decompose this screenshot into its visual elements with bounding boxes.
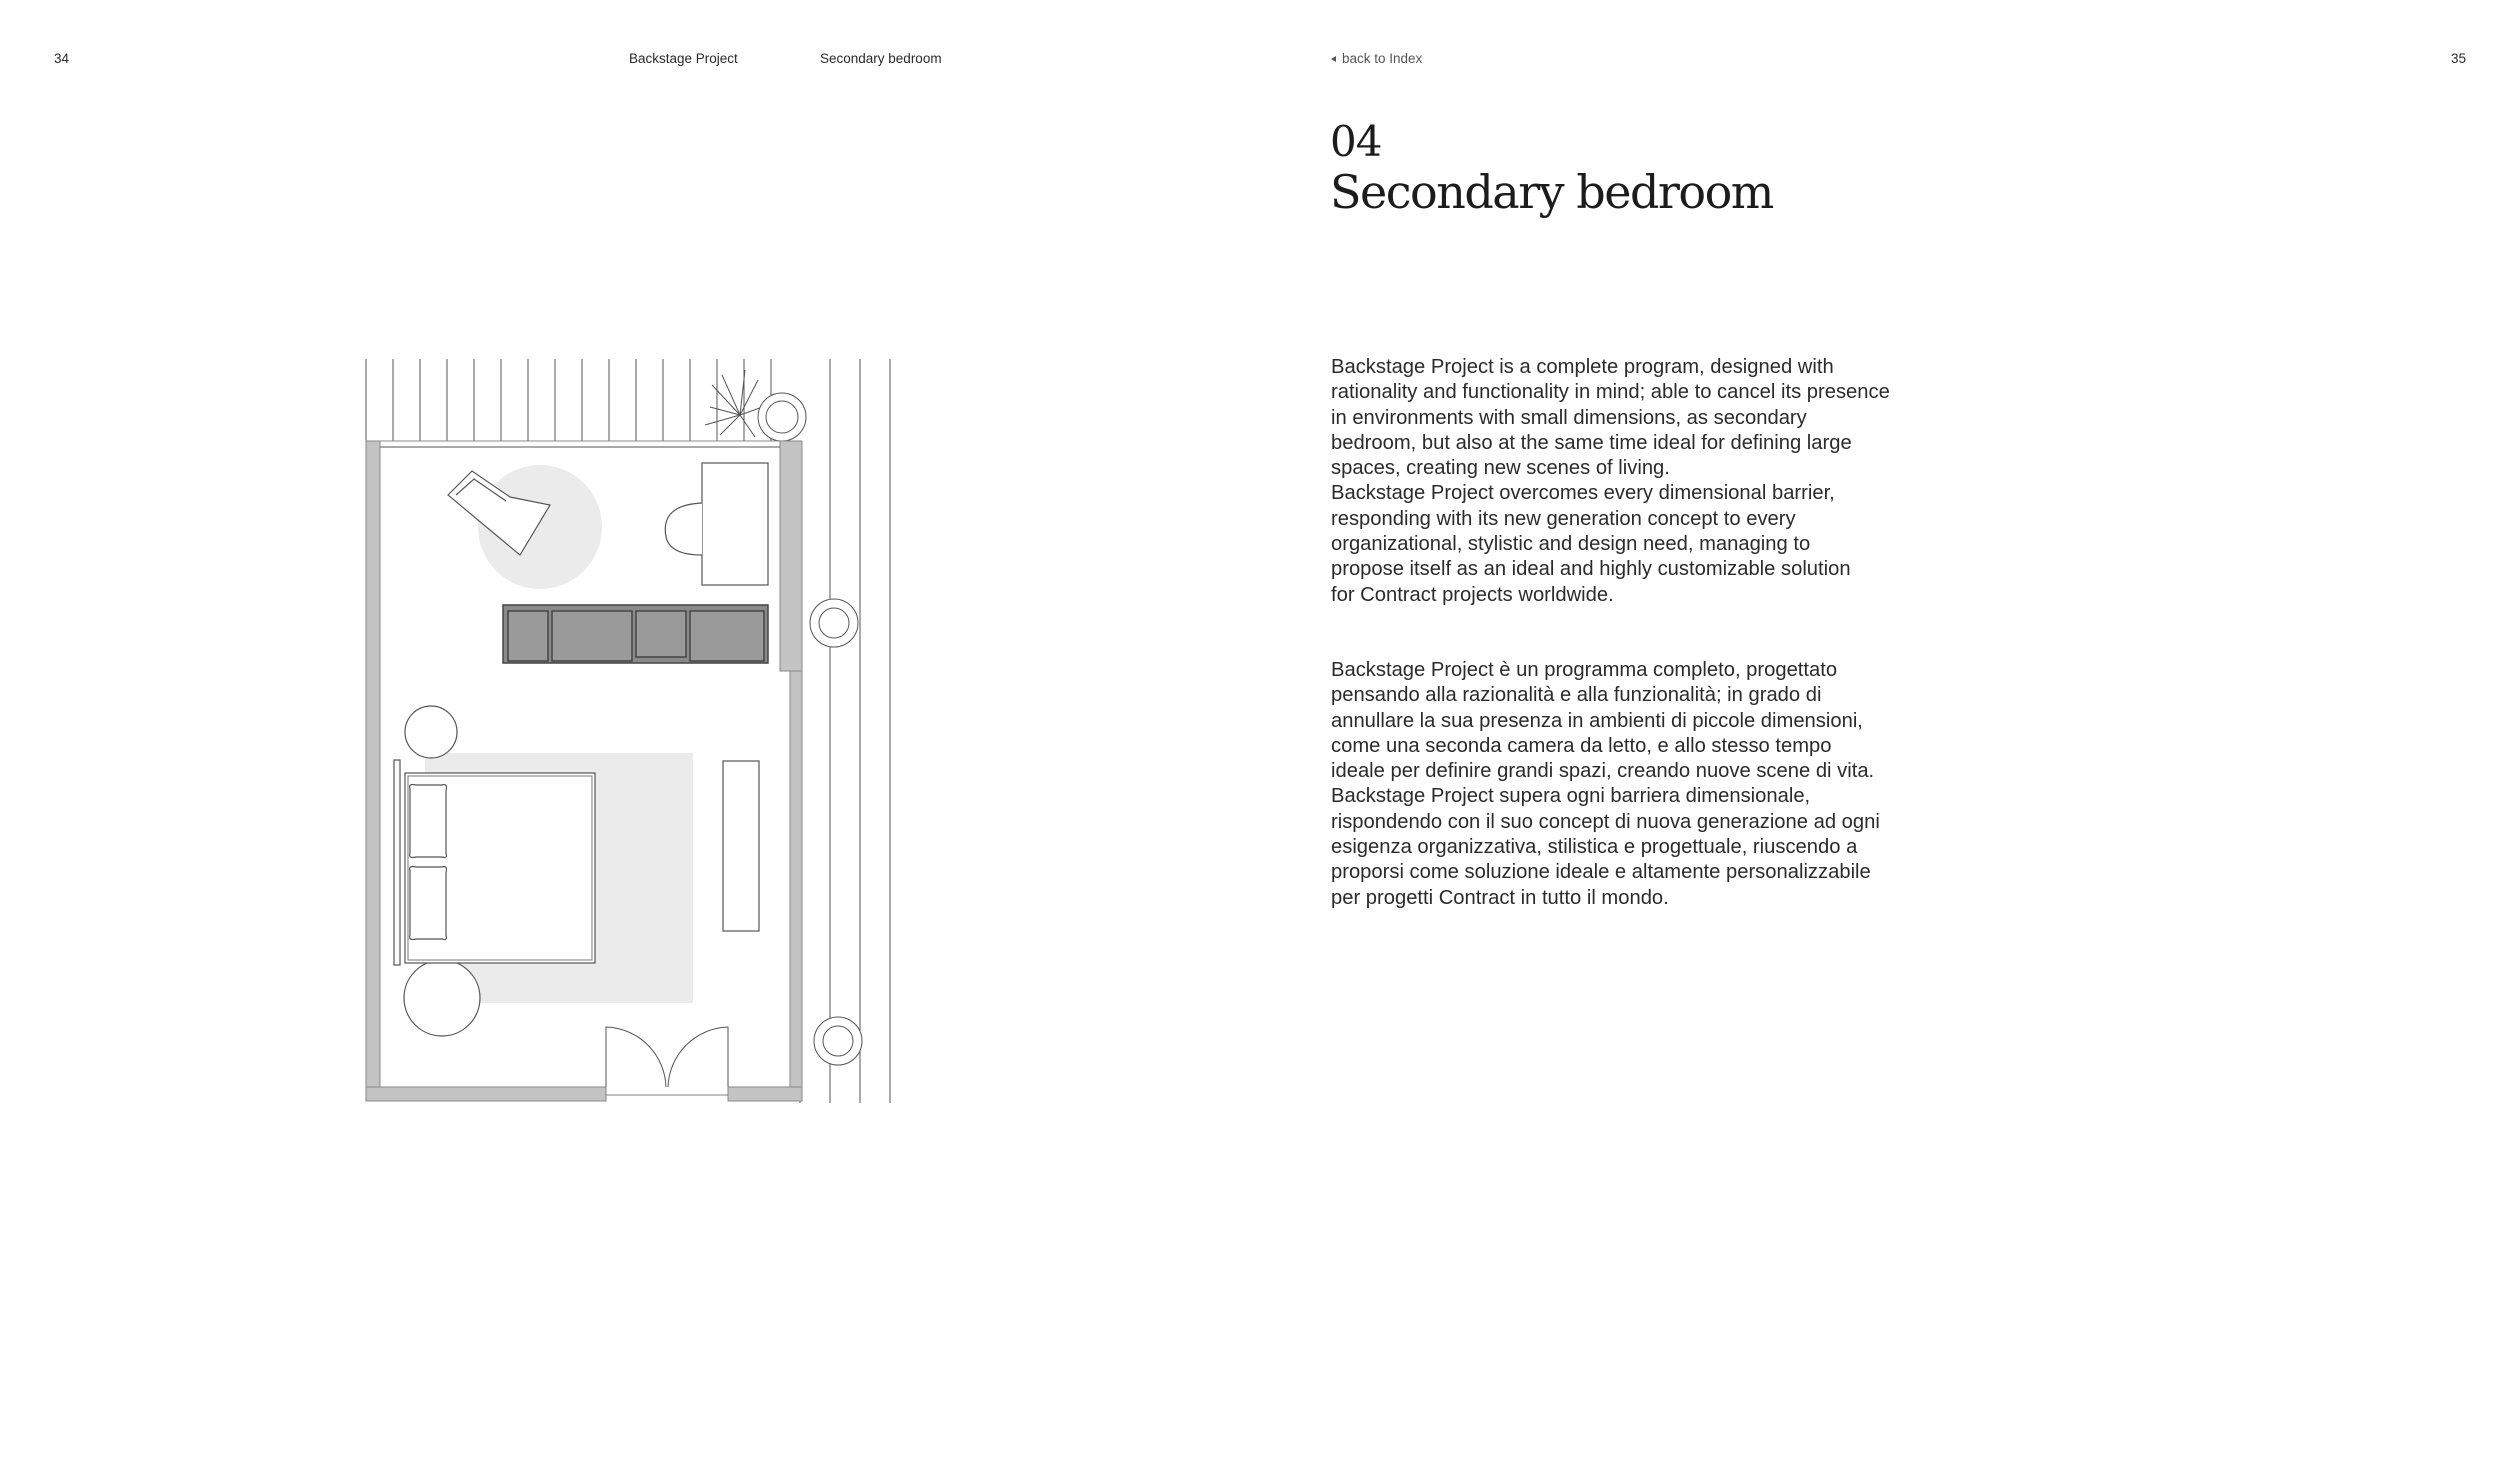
text-line: rispondendo con il suo concept di nuova generazione ad ogni: [1331, 810, 1880, 833]
back-to-index-link[interactable]: [1331, 51, 1422, 66]
text-line: responding with its new generation concept to every: [1331, 507, 1796, 530]
text-line: pensando alla razionalità e alla funzionalità; in grado di: [1331, 684, 1822, 707]
text-line: proporsi come soluzione ideale e altamente personalizzabile: [1331, 861, 1871, 884]
description-english: [1331, 355, 1901, 608]
palm-plant-icon: [705, 370, 768, 437]
floor-plan-drawing: [360, 355, 900, 1105]
description-italian: [1331, 658, 1901, 911]
text-line: in environments with small dimensions, as secondary: [1331, 406, 1807, 429]
text-line: ideale per definire grandi spazi, creando nuove scene di vita.: [1331, 760, 1875, 783]
text-line: propose itself as an ideal and highly customizable solution: [1331, 558, 1851, 581]
text-line: annullare la sua presenza in ambienti di piccole dimensioni,: [1331, 709, 1863, 732]
text-line: bedroom, but also at the same time ideal for defining large: [1331, 431, 1852, 454]
deck-lines-top: [366, 359, 771, 441]
back-to-index-label: back to Index: [1342, 51, 1423, 66]
section-title: [1330, 118, 1773, 218]
back-arrow-icon: [1331, 56, 1336, 62]
text-line: per progetti Contract in tutto il mondo.: [1331, 886, 1669, 909]
cabinet-unit: [503, 605, 768, 663]
page-number-right: 35: [2450, 51, 2466, 66]
running-header-section: Secondary bedroom: [820, 51, 942, 66]
desk-chair-icon: [665, 503, 702, 555]
text-line: Backstage Project supera ogni barriera dimensionale,: [1331, 785, 1811, 808]
section-number: 04: [1330, 117, 1382, 166]
deck-lines-right: [800, 359, 890, 1103]
text-line: for Contract projects worldwide.: [1331, 583, 1614, 606]
text-line: come una seconda camera da letto, e allo stesso tempo: [1331, 734, 1832, 757]
section-heading: Secondary bedroom: [1330, 165, 1773, 219]
desk: [702, 463, 768, 585]
page-number-left: 34: [54, 51, 70, 66]
text-line: rationality and functionality in mind; able to cancel its presence: [1331, 381, 1890, 404]
running-header-project: Backstage Project: [629, 51, 738, 66]
text-line: esigenza organizzativa, stilistica e progettuale, riuscendo a: [1331, 836, 1858, 859]
text-line: organizational, stylistic and design need, managing to: [1331, 533, 1811, 556]
text-line: Backstage Project è un programma completo, progettato: [1331, 659, 1838, 681]
nightstand-top: [405, 706, 457, 758]
shrub-icon: [758, 393, 862, 1065]
dresser: [723, 761, 759, 931]
text-line: Backstage Project is a complete program, designed with: [1331, 356, 1834, 378]
headboard: [394, 760, 400, 965]
double-door-icon: [606, 1027, 728, 1095]
text-line: spaces, creating new scenes of living.: [1331, 457, 1670, 480]
text-line: Backstage Project overcomes every dimensional barrier,: [1331, 482, 1835, 505]
nightstand-bottom: [404, 960, 480, 1036]
